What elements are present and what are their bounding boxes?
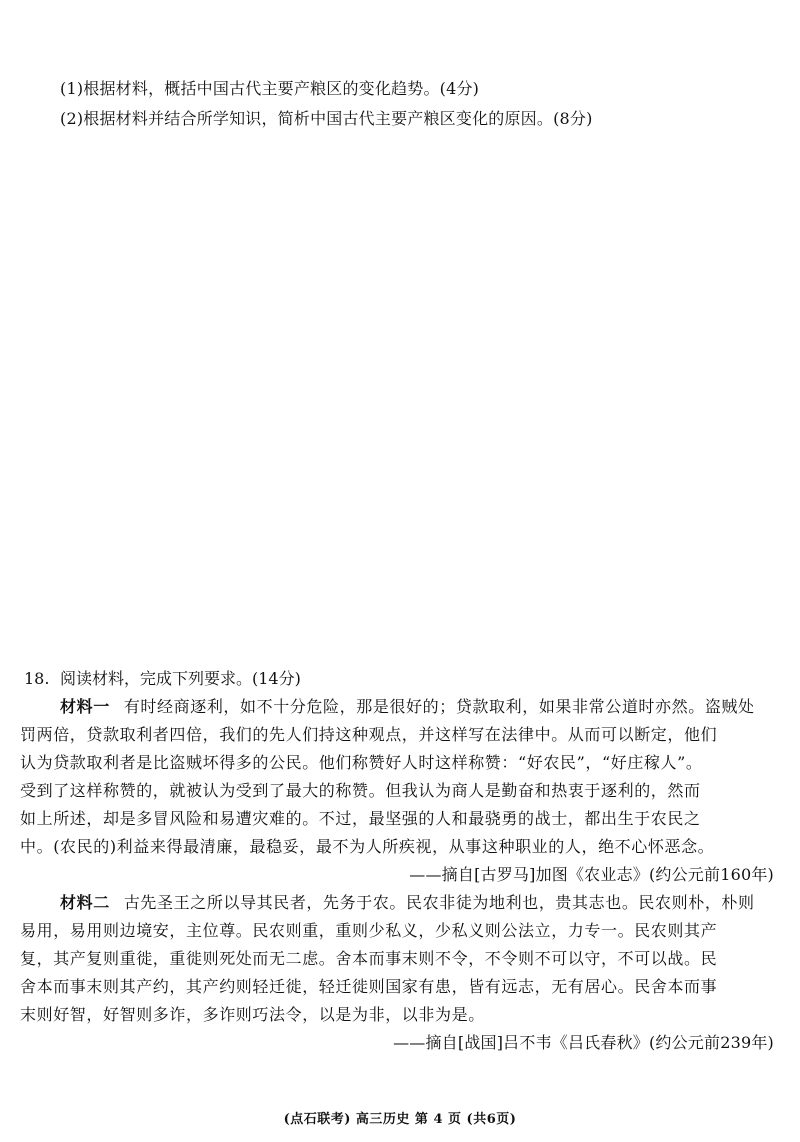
- material-2-line-2: 易用，易用则边境安，主位尊。民农则重，重则少私义，少私义则公法立，力专一。民农则其产: [20, 921, 718, 940]
- material-2-text: 古先圣王之所以导其民者，先务于农。民农非徒为地利也，贵其志也。民农则朴，朴则: [123, 893, 755, 912]
- material-2-line-1: [60, 892, 755, 914]
- question-18-number: 18.: [24, 669, 50, 688]
- material-2-source: ——摘自[战国]吕不韦《吕氏春秋》(约公元前239年): [393, 1033, 774, 1052]
- material-1-line-2: 罚两倍，贷款取利者四倍，我们的先人们持这种观点，并这样写在法律中。从而可以断定，他们: [20, 725, 718, 744]
- material-2-line-3: 复，其产复则重徙，重徙则死处而无二虑。舍本而事末则不令，不令则不可以守，不可以战。民: [20, 949, 718, 968]
- material-1-line-3: 认为贷款取利者是比盗贼坏得多的公民。他们称赞好人时这样称赞：“好农民”，“好庄稼人”。: [20, 753, 703, 772]
- question-18-prompt: 阅读材料，完成下列要求。(14分): [60, 669, 301, 688]
- question-2: (2)根据材料并结合所学知识，简析中国古代主要产粮区变化的原因。(8分): [60, 109, 593, 128]
- material-1-line-1: [60, 696, 755, 718]
- material-1-label: 材料一: [60, 697, 110, 716]
- material-1-source: ——摘自[古罗马]加图《农业志》(约公元前160年): [409, 865, 774, 884]
- material-1-line-6: 中。(农民的)利益来得最清廉，最稳妥，最不为人所疾视，从事这种职业的人，绝不心怀恶念。: [20, 837, 715, 856]
- material-1-line-4: 受到了这样称赞的，就被认为受到了最大的称赞。但我认为商人是勤奋和热衷于逐利的，然而: [20, 781, 701, 800]
- material-1-text: 有时经商逐利，如不十分危险，那是很好的；贷款取利，如果非常公道时亦然。盗贼处: [123, 697, 755, 716]
- material-2-line-4: 舍本而事末则其产约，其产约则轻迁徙，轻迁徙则国家有患，皆有远志，无有居心。民舍本而事: [20, 977, 718, 996]
- material-1-line-5: 如上所述，却是多冒风险和易遭灾难的。不过，最坚强的人和最骁勇的战士，都出生于农民之: [20, 809, 701, 828]
- page-footer: (点石联考) 高三历史 第 4 页 (共6页): [283, 1112, 517, 1127]
- material-2-label: 材料二: [60, 893, 110, 912]
- material-2-line-5: 末则好智，好智则多诈，多诈则巧法令，以是为非，以非为是。: [20, 1005, 485, 1024]
- question-1: (1)根据材料，概括中国古代主要产粮区的变化趋势。(4分): [60, 79, 480, 98]
